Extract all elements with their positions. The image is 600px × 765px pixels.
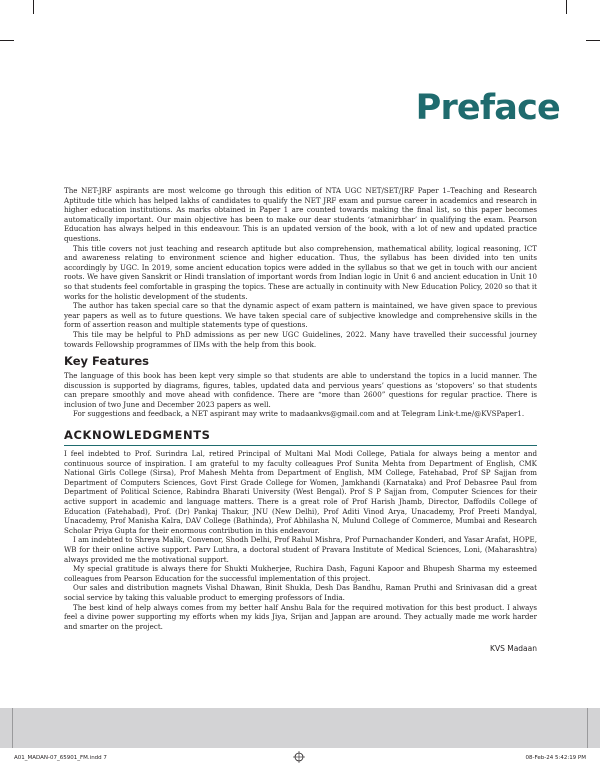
preface-section [64,186,537,349]
slug-file-info: A01_MADAN-07_65901_FM.indd 7 [14,755,107,761]
slug-date-info: 08-Feb-24 5:42:19 PM [525,755,586,761]
acknowledgments-paragraph: Our sales and distribution magnets Vishal Dhawan, Binit Shukla, Desh Das Bandhu, Raman Pruthi and Srinivasan did a great social service by taking this valuable product to emerging professors of India. [64,583,537,602]
acknowledgments-section [64,428,537,654]
preface-paragraph: The NET-JRF aspirants are most welcome go through this edition of NTA UGC NET/SET/JRF Paper 1–Teaching and Research Aptitude title which has helped lakhs of candidates to qualify the NET JRF exam and pursue career in academics and research in higher education institutions. As marks obtained in Paper 1 are counted towards making the final list, so this paper becomes automatically important. Our main objective has been to make our dear students ‘atmanirbhar’ in qualifying the exam. Pearson Education has always helped in this endeavour. This is an updated version of the book, with a lot of new and updated practice questions. [64,186,537,243]
page-body [64,186,537,654]
crop-mark [586,40,600,41]
key-features-paragraph: The language of this book has been kept very simple so that students are able to understand the topics in a lucid manner. The discussion is supported by diagrams, figures, tables, updated data and pervious years’ questions as ‘stopovers’ so that students can prepare smoothly and move ahead with confidence. There are “more than 2600” questions for regular practice. There is inclusion of two June and December 2023 papers as well. [64,371,537,409]
acknowledgments-paragraph: I am indebted to Shreya Malik, Convenor, Shodh Delhi, Prof Rahul Mishra, Prof Purnachander Konderi, and Yasar Arafat, HOPE, WB for their online active support. Parv Luthra, a doctoral student of Pravara Institute of Medical Sciences, Loni, (Maharashtra) always provided me the motivational support. [64,535,537,564]
crop-mark [566,0,567,14]
author-signature: KVS Madaan [490,644,537,654]
acknowledgments-heading: ACKNOWLEDGMENTS [64,428,537,446]
acknowledgments-paragraph: I feel indebted to Prof. Surindra Lal, retired Principal of Multani Mal Modi College, Patiala for always being a mentor and continuous source of inspiration. I am grateful to my faculty colleagues Prof Sunita Mehta from Department of English, CMK National Girls College (Sirsa), Prof Mahesh Mehta from Department of English, MM College, Fatehabad, Prof SP Sajjan from Department of Computers Sciences, Govt First Grade College for Women, Jamkhandi (Karnataka) and Prof Debasree Paul from Department of Political Science, Rabindra Bharati University (West Bengal). Prof S P Sajjan from, Computer Sciences for their active support in academic and language matters. There is a great role of Prof Harish Jhamb, Director, Daffodils College of Education (Fatehabad), Prof. (Dr) Pankaj Thakur, JNU (New Delhi), Prof Aditi Vinod Arya, Unacademy, Prof Preeti Mandyal, Unacademy, Prof Manisha Kalra, DAV College (Bathinda), Prof Abhilasha N, Mulund College of Commerce, Mumbai and Research Scholar Priya Gupta for their enormous contribution in this endeavour. [64,449,537,535]
registration-mark-icon [293,751,305,763]
key-features-paragraph: For suggestions and feedback, a NET aspirant may write to madaankvs@gmail.com and at Telegram Link-t.me/@KVSPaper1. [73,409,525,419]
crop-mark [0,40,14,41]
crop-mark [33,0,34,14]
acknowledgments-paragraph: The best kind of help always comes from my better half Anshu Bala for the required motivation for this best product. I always feel a divine power supporting my efforts when my kids Jiya, Srijan and Jappan are around. They actually made me work harder and smarter on the project. [64,602,537,631]
page-title: Preface [415,88,560,128]
preface-paragraph: The author has taken special care so that the dynamic aspect of exam pattern is maintained, we have given space to previous year papers as well as to future questions. We have taken special care of subjective knowledge and comprehensive skills in the form of assertion reason and multiple statements type of questions. [64,301,537,330]
key-features-heading: Key Features [64,354,149,369]
preface-paragraph: This tile may be helpful to PhD admissions as per new UGC Guidelines, 2022. Many have travelled their successful journey towards Fellowship programmes of IIMs with the help from this book. [64,329,537,349]
preface-paragraph: This title covers not just teaching and research aptitude but also comprehension, mathematical ability, logical reasoning, ICT and awareness relating to environment science and higher education. Thus, the syllabus has been divided into ten units accordingly by UGC. In 2019, some ancient education topics were added in the syllabus so that we get in touch with our ancient roots. We have given Sanskrit or Hindi translation of important words from Indian logic in Unit 6 and ancient education in Unit 10 so that students feel comfortable in grasping the topics. These are actually in continuity with New Education Policy, 2020 so that it works for the holistic development of the students. [64,243,537,301]
bleed-strip [0,708,600,748]
key-features-section [64,354,537,419]
acknowledgments-paragraph: My special gratitude is always there for Shukti Mukherjee, Ruchira Dash, Faguni Kapoor and Bhupesh Sharma my esteemed colleagues from Pearson Education for the successful implementation of this project. [64,564,537,583]
